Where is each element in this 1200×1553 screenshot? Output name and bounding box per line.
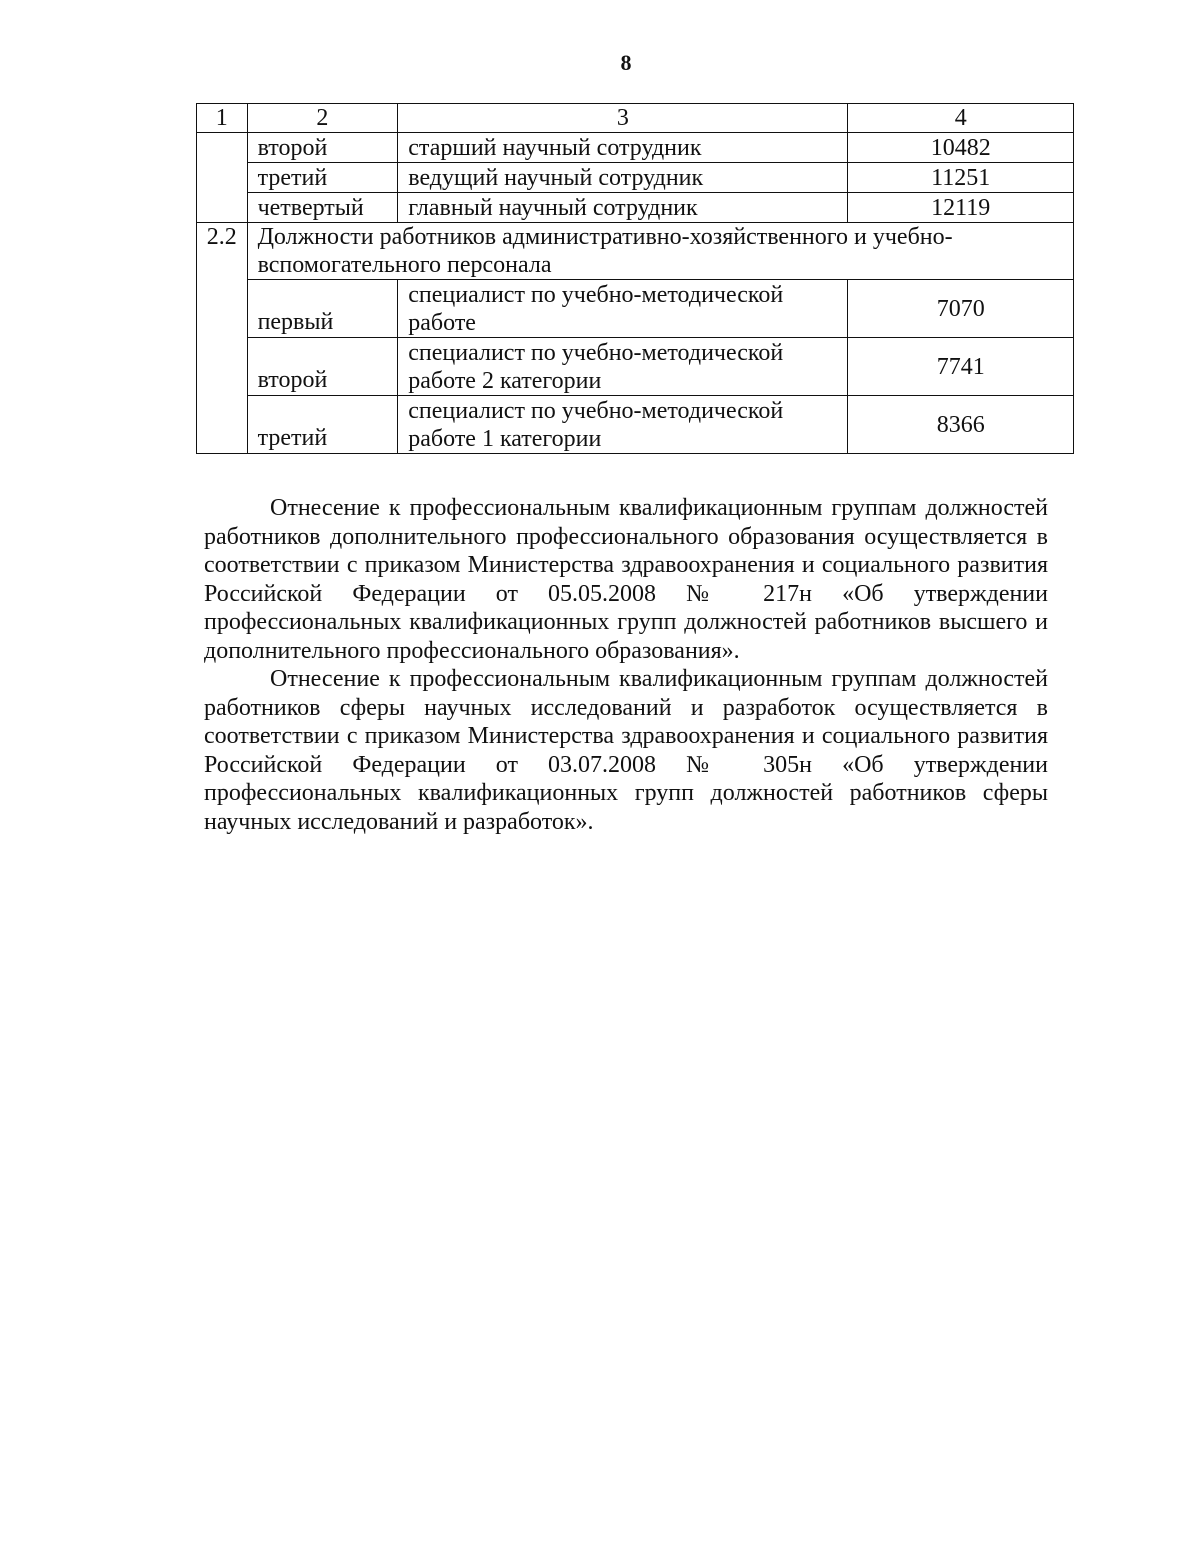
salary-cell: 7741 xyxy=(848,338,1074,396)
table-row xyxy=(197,280,1074,338)
salary-cell: 8366 xyxy=(848,396,1074,454)
level-cell: первый xyxy=(247,280,398,338)
level-cell: второй xyxy=(247,338,398,396)
level-cell: второй xyxy=(247,133,398,163)
header-cell-4: 4 xyxy=(848,104,1074,133)
position-cell: главный научный сотрудник xyxy=(398,193,848,223)
table-row xyxy=(197,338,1074,396)
page-number: 8 xyxy=(620,50,632,75)
table-row xyxy=(197,396,1074,454)
table-row xyxy=(197,193,1074,223)
qualification-table xyxy=(196,103,1074,454)
position-cell: специалист по учебно-методической работе xyxy=(398,280,848,338)
section-number-cell: 2.2 xyxy=(197,223,248,454)
salary-cell: 11251 xyxy=(848,163,1074,193)
position-cell: специалист по учебно-методической работе 2 категории xyxy=(398,338,848,396)
level-cell: третий xyxy=(247,396,398,454)
paragraph-research: Отнесение к профессиональным квалификационным группам должностей работников сферы научных исследований и разработок осуществляется в соответствии с приказом Министерства здравоохранения и социального развития Российской Федерации от 03.07.2008 № 305н «Об утверждении профессиональных квалификационных групп должностей работников сферы научных исследований и разработок». xyxy=(204,666,1048,835)
table-row xyxy=(197,163,1074,193)
table-header-row xyxy=(197,104,1074,133)
salary-cell: 7070 xyxy=(848,280,1074,338)
section-row xyxy=(197,223,1074,280)
header-cell-1: 1 xyxy=(197,104,248,133)
header-cell-2: 2 xyxy=(247,104,398,133)
position-cell: ведущий научный сотрудник xyxy=(398,163,848,193)
position-cell: старший научный сотрудник xyxy=(398,133,848,163)
section-title-cell: Должности работников административно-хозяйственного и учебно-вспомогательного персонала xyxy=(247,223,1073,280)
paragraph-dpo: Отнесение к профессиональным квалификационным группам должностей работников дополнительного профессионального образования осуществляется в соответствии с приказом Министерства здравоохранения и социального развития Российской Федерации от 05.05.2008 № 217н «Об утверждении профессиональных квалификационных групп должностей работников высшего и дополнительного профессионального образования». xyxy=(204,495,1048,664)
table-row xyxy=(197,133,1074,163)
group-number-cell xyxy=(197,133,248,223)
level-cell: четвертый xyxy=(247,193,398,223)
salary-cell: 10482 xyxy=(848,133,1074,163)
body-text xyxy=(204,494,1048,836)
header-cell-3: 3 xyxy=(398,104,848,133)
level-cell: третий xyxy=(247,163,398,193)
salary-cell: 12119 xyxy=(848,193,1074,223)
position-cell: специалист по учебно-методической работе 1 категории xyxy=(398,396,848,454)
